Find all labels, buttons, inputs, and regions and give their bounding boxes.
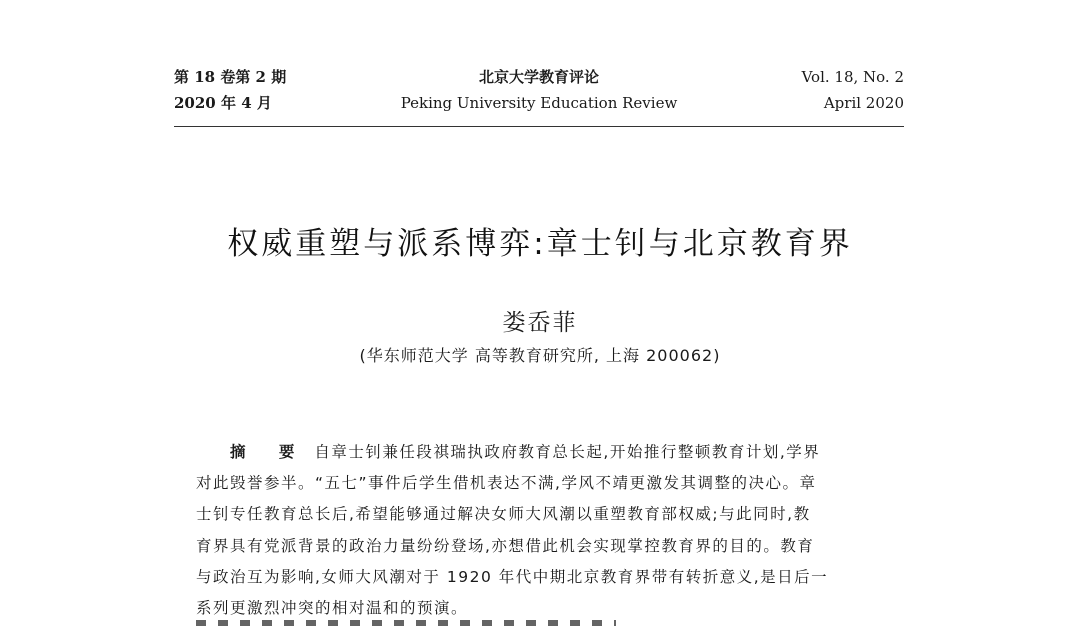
journal-header	[174, 62, 904, 127]
issue-month: April 2020	[823, 94, 904, 112]
issue-date: 2020 年 4 月	[174, 94, 272, 112]
journal-name-chinese: 北京大学教育评论	[478, 68, 599, 86]
paper-title: 权威重塑与派系博弈:章士钊与北京教育界	[227, 226, 853, 262]
abstract-text: 自章士钊兼任段祺瑞执政府教育总长起,开始推行整顿教育计划,学界	[314, 443, 821, 461]
journal-name-english: Peking University Education Review	[400, 94, 678, 112]
volume-number: Vol. 18, No. 2	[801, 68, 904, 86]
abstract	[196, 437, 884, 624]
issue-info-english	[802, 64, 904, 116]
abstract-line: 育界具有党派背景的政治力量纷纷登场,亦想借此机会实现掌控教育界的目的。教育	[196, 536, 815, 555]
abstract-line: 与政治互为影响,女师大风潮对于 1920 年代中期北京教育界带有转折意义,是日后一	[196, 567, 829, 586]
abstract-line: 对此毁誉参半。“五七”事件后学生借机表达不满,学风不靖更激发其调整的决心。章	[196, 474, 817, 493]
journal-name	[174, 64, 904, 116]
abstract-line	[196, 437, 884, 468]
issue-volume: 第 18 卷第 2 期	[174, 68, 287, 86]
author-affiliation: (华东师范大学 高等教育研究所, 上海 200062)	[359, 346, 721, 365]
abstract-line: 士钊专任教育总长后,希望能够通过解决女师大风潮以重塑教育部权威;与此同时,教	[196, 505, 811, 524]
author-name: 娄岙菲	[502, 310, 578, 336]
abstract-label: 摘 要	[230, 443, 309, 461]
abstract-line: 系列更激烈冲突的相对温和的预演。	[196, 599, 469, 618]
